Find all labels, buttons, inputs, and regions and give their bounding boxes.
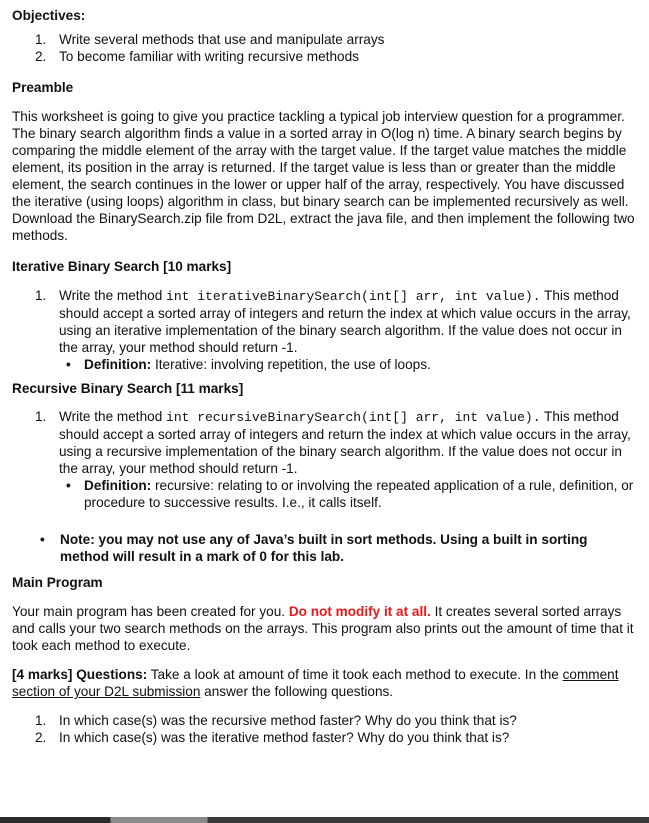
list-item bbox=[12, 729, 636, 746]
bullet-icon: • bbox=[66, 357, 71, 372]
recursive-list bbox=[12, 408, 636, 477]
iterative-list bbox=[12, 287, 636, 356]
main-program-heading: Main Program bbox=[12, 575, 103, 590]
viewer-bottom-bar bbox=[0, 817, 649, 823]
note-text: Note: you may not use any of Java’s built in sort methods. Using a built in sorting method will result in a mark of 0 for this lab. bbox=[60, 532, 588, 564]
method-description: This method should accept a sorted array of integers and return the index at which value occurs in the array, using an iterative implementation of the binary search algorithm. If the value does not occur in the array, your method should return -1. bbox=[59, 288, 631, 355]
iterative-definition-list bbox=[12, 356, 636, 373]
recursive-heading: Recursive Binary Search [11 marks] bbox=[12, 381, 244, 396]
list-number: 2. bbox=[35, 730, 47, 745]
main-program-text bbox=[12, 603, 636, 654]
question-text: In which case(s) was the iterative method faster? Why do you think that is? bbox=[59, 730, 510, 745]
questions-intro bbox=[12, 666, 636, 700]
list-item bbox=[12, 531, 636, 565]
list-item bbox=[12, 477, 636, 511]
list-item bbox=[12, 356, 636, 373]
objectives-list bbox=[12, 31, 636, 65]
list-number: 1. bbox=[35, 713, 47, 728]
list-number: 1. bbox=[35, 409, 47, 424]
list-item bbox=[12, 48, 636, 65]
objectives-heading: Objectives: bbox=[12, 8, 86, 23]
questions-list bbox=[12, 712, 636, 746]
warning-text: Do not modify it at all. bbox=[288, 604, 431, 619]
preamble-heading: Preamble bbox=[12, 80, 74, 95]
note-list bbox=[12, 531, 636, 565]
method-text-pre: Write the method bbox=[59, 409, 167, 424]
list-item bbox=[12, 287, 636, 356]
question-text: In which case(s) was the recursive method faster? Why do you think that is? bbox=[59, 713, 517, 728]
definition-text: recursive: relating to or involving the repeated application of a rule, definition, or procedure to successive results. I.e., it calls itself. bbox=[84, 478, 634, 510]
definition-text: Iterative: involving repetition, the use of loops. bbox=[151, 357, 431, 372]
bullet-icon: • bbox=[66, 478, 71, 493]
recursive-definition-list bbox=[12, 477, 636, 511]
questions-text-pre: Take a look at amount of time it took each method to execute. In the bbox=[147, 667, 563, 682]
method-description: This method should accept a sorted array of integers and return the index at which value occurs in the array, using a recursive implementation of the binary search algorithm. If the value does not occur in the array, your method should return -1. bbox=[59, 409, 631, 476]
list-item bbox=[12, 408, 636, 477]
definition-label: Definition: bbox=[84, 357, 152, 372]
definition-label: Definition: bbox=[84, 478, 152, 493]
main-program-text-post: It creates several sorted arrays and calls your two search methods on the arrays. This program also prints out the amount of time that it took each method to execute. bbox=[12, 604, 634, 653]
list-item-text: Write several methods that use and manipulate arrays bbox=[59, 32, 385, 47]
list-item-text: To become familiar with writing recursive methods bbox=[59, 49, 359, 64]
list-number: 1. bbox=[35, 288, 47, 303]
iterative-heading: Iterative Binary Search [10 marks] bbox=[12, 259, 232, 274]
list-number: 2. bbox=[35, 49, 47, 64]
worksheet-page bbox=[12, 5, 636, 746]
method-text-pre: Write the method bbox=[59, 288, 167, 303]
method-signature: int recursiveBinarySearch(int[] arr, int value). bbox=[166, 410, 541, 425]
list-number: 1. bbox=[35, 32, 47, 47]
list-item bbox=[12, 712, 636, 729]
list-item bbox=[12, 31, 636, 48]
preamble-text: This worksheet is going to give you practice tackling a typical job interview question for a programmer. The binary search algorithm finds a value in a sorted array in O(log n) time. A binary search begins by comparing the middle element of the array with the target value. If the target value matches the middle element, its position in the array is returned. If the target value is less than or greater than the middle element, the search continues in the lower or upper half of the array, respectively. You have discussed the iterative (using loops) algorithm in class, but binary search can be implemented recursively as well. Download the BinarySearch.zip file from D2L, extract the java file, and then implement the following two methods. bbox=[12, 109, 635, 243]
questions-text-post: answer the following questions. bbox=[200, 684, 394, 699]
submission-location: comment section of your D2L submission bbox=[12, 667, 619, 699]
method-signature: int iterativeBinarySearch(int[] arr, int value). bbox=[166, 289, 541, 304]
bullet-icon: • bbox=[40, 532, 45, 547]
main-program-text-pre: Your main program has been created for you. bbox=[12, 604, 289, 619]
questions-label: [4 marks] Questions: bbox=[12, 667, 148, 682]
